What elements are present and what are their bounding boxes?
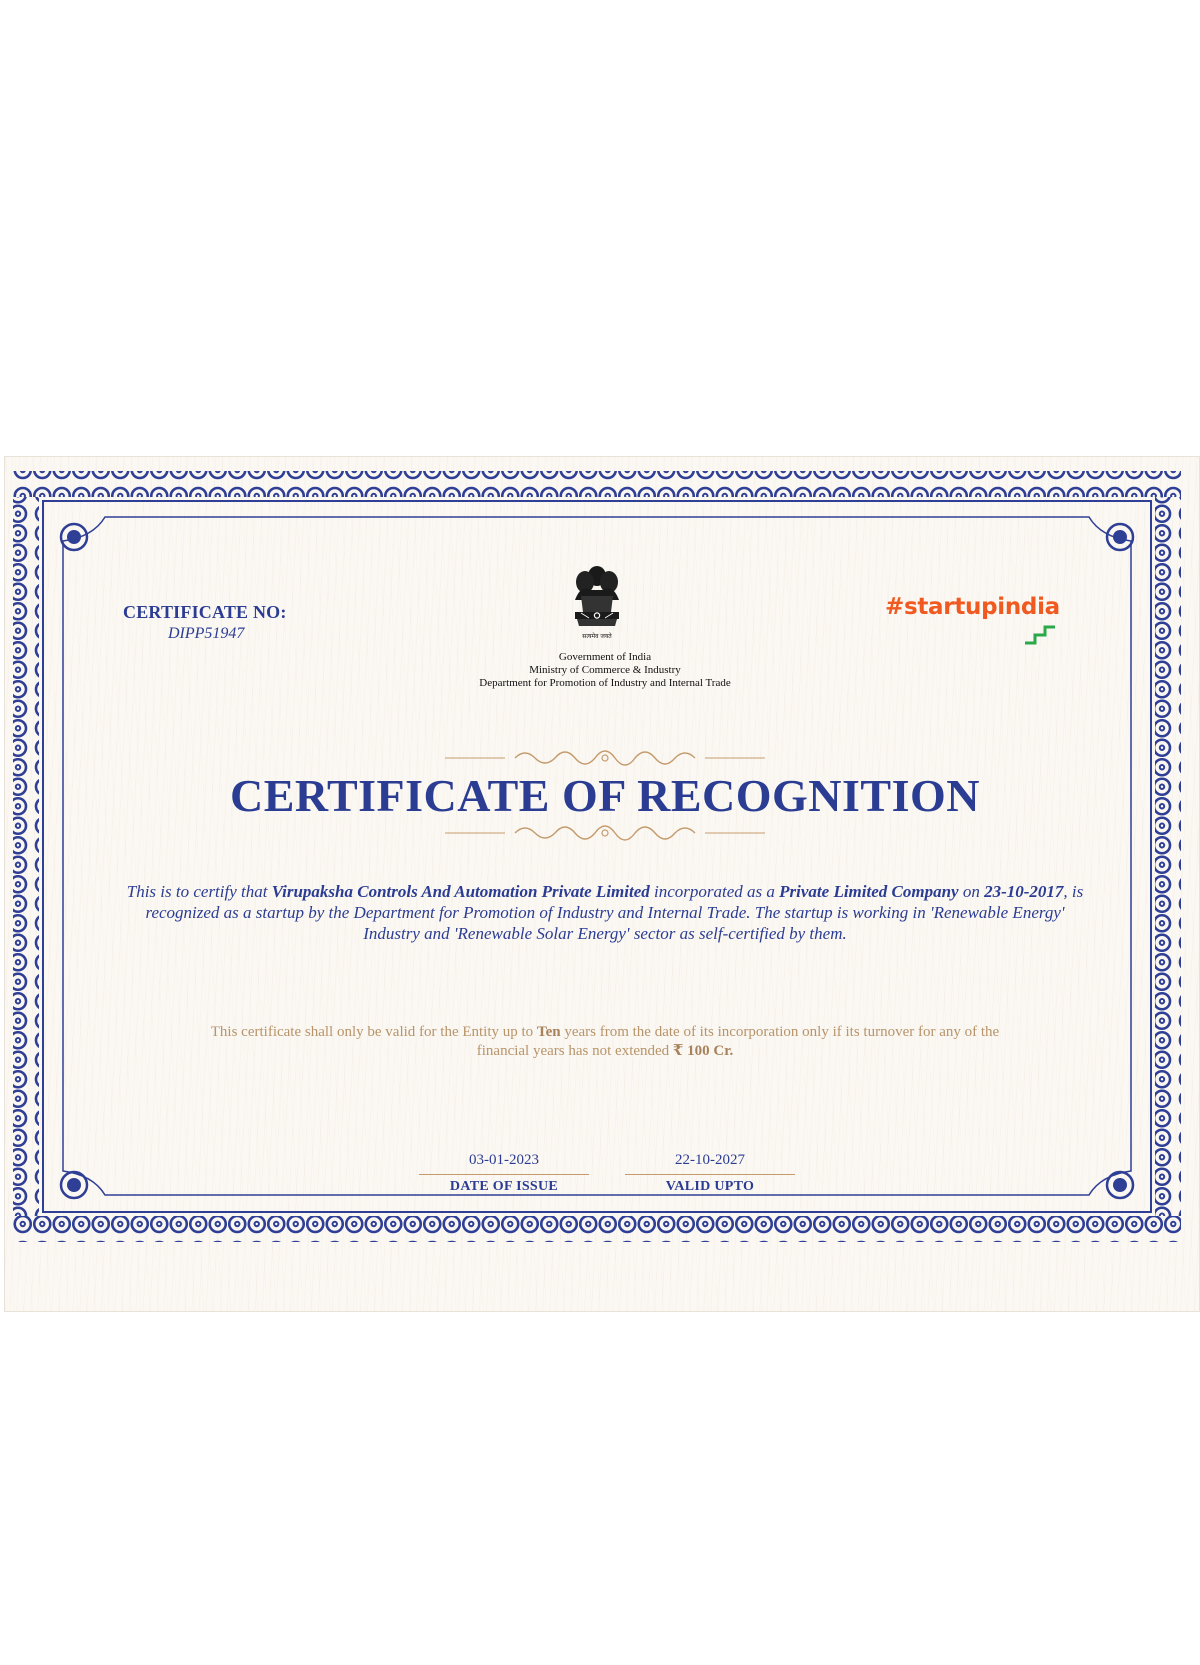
ashoka-emblem-icon: [561, 556, 633, 651]
validity-years: Ten: [536, 1024, 561, 1040]
svg-text:सत्यमेव जयते: सत्यमेव जयते: [582, 633, 612, 640]
flourish-bottom-ornament: [445, 822, 765, 844]
flourish-top-ornament: [445, 747, 765, 769]
startup-steps-icon: [1023, 623, 1057, 645]
incorporation-date: 23-10-2017: [984, 882, 1064, 901]
certificate: [4, 456, 1200, 1312]
issue-date-value: 03-01-2023: [469, 1152, 539, 1168]
certificate-title: CERTIFICATE OF RECOGNITION: [229, 770, 981, 821]
turnover-limit: ₹ 100 Cr.: [672, 1043, 734, 1059]
validity-statement: This certificate shall only be valid for the Entity up to Ten years from the date of its incorporation only if its turnover for any of the financial years has not extended ₹ 100 Cr.: [210, 1024, 1000, 1059]
valid-upto-value: 22-10-2027: [675, 1152, 745, 1168]
company-type: Private Limited Company: [779, 882, 959, 901]
certification-statement: This is to certify that Virupaksha Controls And Automation Private Limited incorporated as a Private Limited Company on 23-10-2017, is recognized as a startup by the Department for Promotion of Industry and Internal Trade. The startup is working in 'Renewable Energy' Industry and 'Renewable Solar Energy' sector as self-certified by them.: [126, 882, 1084, 943]
startupindia-logo: #startupindia: [885, 594, 1060, 620]
issue-date-label: DATE OF ISSUE: [449, 1179, 559, 1194]
certificate-number-value: DIPP51947: [168, 625, 245, 642]
valid-upto-rule: [625, 1174, 795, 1175]
certificate-number-label: CERTIFICATE NO:: [123, 602, 287, 622]
valid-upto-label: VALID UPTO: [665, 1179, 755, 1194]
department-line: Department for Promotion of Industry and Internal Trade: [479, 677, 731, 689]
ministry-line: Ministry of Commerce & Industry: [529, 664, 681, 676]
government-line: Government of India: [558, 651, 652, 663]
issue-date-rule: [419, 1174, 589, 1175]
company-name: Virupaksha Controls And Automation Private Limited: [271, 882, 650, 901]
